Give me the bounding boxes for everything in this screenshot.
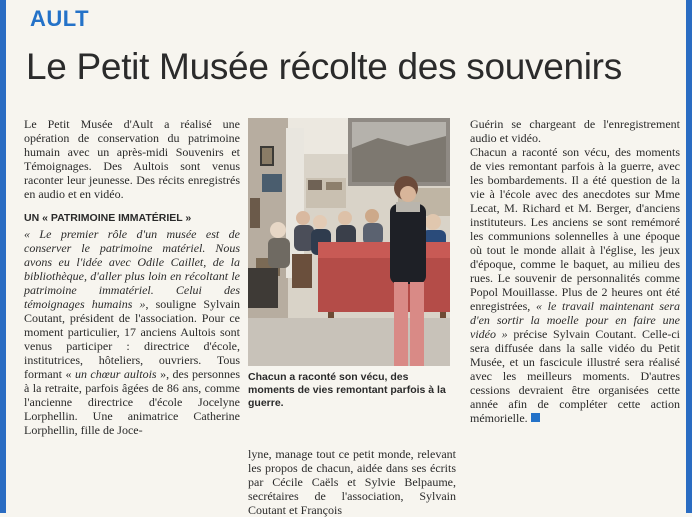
- subheading: UN « PATRIMOINE IMMATÉRIEL »: [24, 212, 192, 224]
- body-text: , souligne Sylvain Coutant, président de l'association. Pour ce moment particulier, 17 anciens Aultois sont venus participer : directrice d'école, institutrices, hôteliers, ouvriers. Tous formant «: [24, 297, 240, 381]
- body-text-rest: précise Sylvain Coutant. Celle-ci sera diffusée dans la salle vidéo du Petit Musée, et un fascicule illustré sera réalisé avec les meilleurs moments. D'autres cessions devraient être organisées cette année afin de compléter cette action mémorielle.: [470, 327, 680, 425]
- quote: « Le premier rôle d'un musée est de conserver le patrimoine matériel. Nous avons eu l'idée avec Odile Caillet, de la bibliothèque, d'aller plus loin en récoltant le patrimoine immatériel. Celui des témoignages humains »: [24, 227, 240, 311]
- body-paragraph: lyne, manage tout ce petit monde, relevant les propos de chacun, aidée dans ses écrits par Cécile Caëls et Sylvie Belpaume, secrétaires de l'association, Sylvain Coutant et François: [248, 447, 456, 517]
- end-mark-icon: [531, 413, 540, 422]
- body-text-rest: », des personnes à la retraite, parfois âgées de 86 ans, comme l'ancienne directrice d'école Jocelyne Lorphellin. Une animatrice Catherine Lorphellin, fille de Joce-: [24, 367, 241, 437]
- body-paragraph: [24, 227, 240, 437]
- headline: Le Petit Musée récolte des souvenirs: [26, 46, 622, 87]
- intro-paragraph: Le Petit Musée d'Ault a réalisé une opération de conservation du patrimoine humain avec un après-midi Souvenirs et Témoignages. Des Aultois sont venus raconter leur jeunesse. Des récits enregistrés en audio et en vidéo.: [24, 117, 240, 201]
- section-label: AULT: [30, 6, 90, 31]
- body-text: Chacun a raconté son vécu, des moments de vies remontant parfois à la guerre, avec les bombardements. Il a été question de la vie à l'école avec des anecdotes sur Mme Lecat, M. Richard et M. Berger, d'anciens instituteurs. Les anciens se sont remémoré les communions solennelles à une époque où tout le monde allait à l'église, les jeux d'époque, comme le baquet, au milieu des rues. Le souvenir de personnalités comme Popol Mouillasse. Plus de 2 heures ont été enregistrées,: [470, 145, 680, 313]
- column-2: [248, 447, 456, 517]
- article-photo: [248, 118, 450, 366]
- body-paragraph: Guérin se chargeant de l'enregistrement audio et vidéo.: [470, 117, 680, 145]
- body-paragraph: [470, 145, 680, 425]
- column-1: [24, 117, 240, 437]
- quote: « le travail maintenant sera d'en sortir la moelle pour en faire une vidéo »: [470, 299, 680, 341]
- column-3: [470, 117, 680, 425]
- quote-choeur: un chœur aultois: [74, 367, 157, 381]
- photo-caption: Chacun a raconté son vécu, des moments de vies remontant parfois à la guerre.: [248, 371, 446, 409]
